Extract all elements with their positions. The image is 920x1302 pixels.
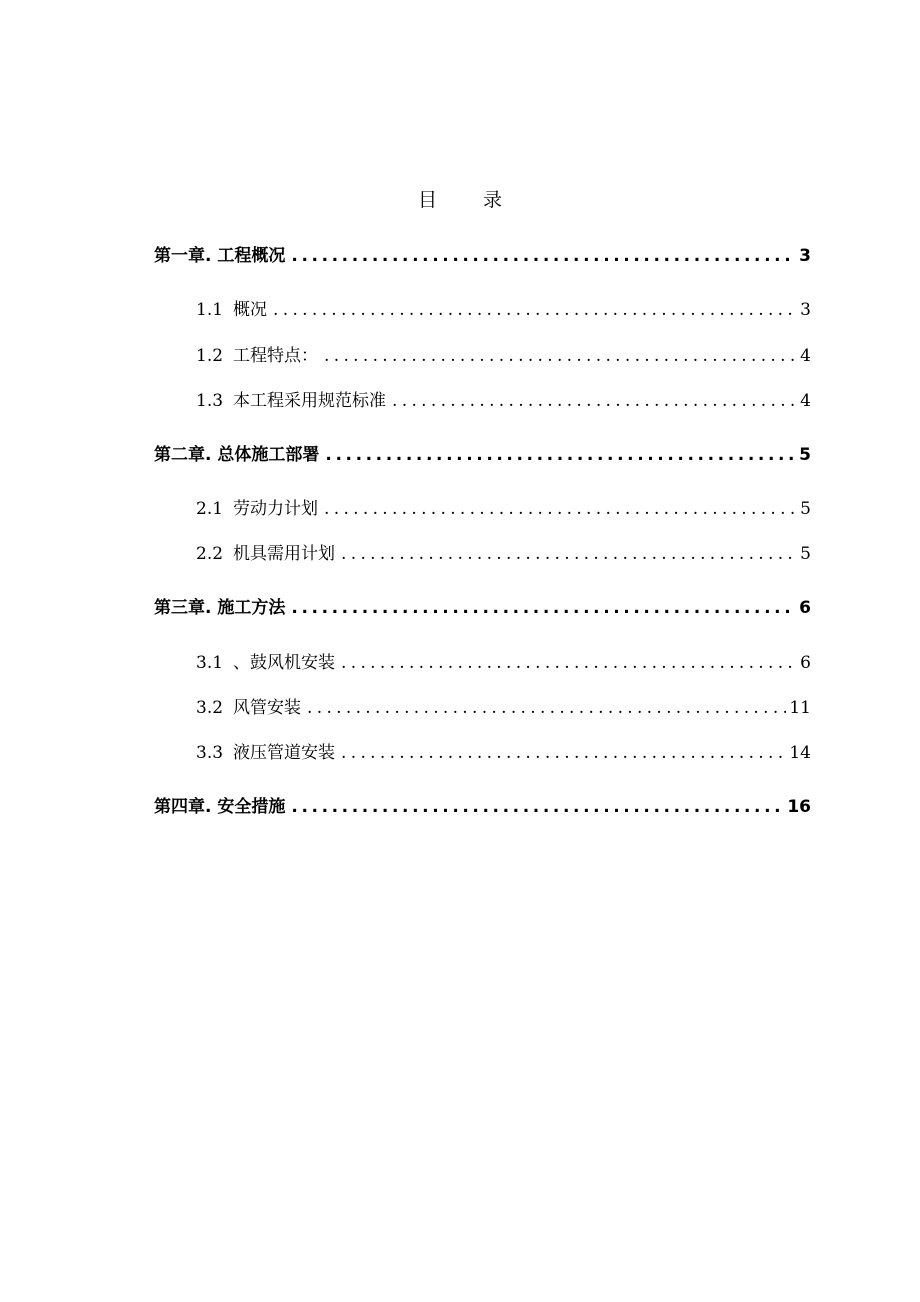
toc-leader-dots (341, 540, 797, 568)
toc-page-number: 5 (799, 445, 811, 465)
toc-entry-section-2-1[interactable] (196, 495, 811, 523)
toc-leader-dots (392, 387, 797, 415)
toc-section-number: 2.2 (196, 544, 224, 564)
toc-entry-section-3-3[interactable] (196, 739, 811, 767)
toc-leader-dots (291, 242, 796, 270)
toc-entry-chapter-3[interactable] (154, 594, 811, 622)
toc-entry-section-2-2[interactable] (196, 540, 811, 568)
toc-section-number: 1.2 (196, 346, 224, 366)
toc-title: 目录 (417, 189, 548, 211)
toc-page-number: 5 (800, 499, 811, 519)
toc-section-number: 3.1 (196, 653, 224, 673)
toc-entry-label: 风管安装 (233, 698, 302, 718)
toc-page-number: 6 (800, 653, 811, 673)
toc-entry-label: 第二章. 总体施工部署 (154, 445, 320, 465)
toc-entry-label: 、鼓风机安装 (233, 653, 336, 673)
toc-leader-dots (307, 694, 786, 722)
toc-leader-dots (325, 441, 796, 469)
toc-entry-chapter-4[interactable] (154, 793, 811, 821)
toc-page-number: 4 (800, 391, 811, 411)
toc-leader-dots (341, 739, 786, 767)
toc-entry-label: 第一章. 工程概况 (154, 246, 286, 266)
toc-page-number: 11 (789, 698, 811, 718)
toc-leader-dots (324, 342, 797, 370)
toc-entry-section-1-1[interactable] (196, 296, 811, 324)
toc-entry-label: 工程特点： (233, 346, 319, 366)
toc-section-number: 1.1 (196, 300, 224, 320)
toc-entry-section-3-1[interactable] (196, 649, 811, 677)
toc-entry-label: 第四章. 安全措施 (154, 797, 286, 817)
toc-section-number: 2.1 (196, 499, 224, 519)
toc-entry-label: 概况 (233, 300, 268, 320)
toc-section-number: 1.3 (196, 391, 224, 411)
toc-leader-dots (341, 649, 797, 677)
toc-page-number: 14 (789, 743, 811, 763)
toc-entry-label: 液压管道安装 (233, 743, 336, 763)
toc-entry-chapter-2[interactable] (154, 441, 811, 469)
toc-entry-section-1-3[interactable] (196, 387, 811, 415)
toc-entry-label: 第三章. 施工方法 (154, 598, 286, 618)
toc-entry-section-3-2[interactable] (196, 694, 811, 722)
toc-entry-label: 机具需用计划 (233, 544, 336, 564)
toc-leader-dots (291, 594, 796, 622)
toc-page-number: 3 (799, 246, 811, 266)
toc-entry-section-1-2[interactable] (196, 342, 811, 370)
toc-page-number: 4 (800, 346, 811, 366)
toc-page-number: 5 (800, 544, 811, 564)
toc-entry-label: 劳动力计划 (233, 499, 319, 519)
toc-page-number: 16 (787, 797, 811, 817)
toc-entry-label: 本工程采用规范标准 (233, 391, 387, 411)
toc-section-number: 3.3 (196, 743, 224, 763)
toc-page-number: 3 (800, 300, 811, 320)
toc-section-number: 3.2 (196, 698, 224, 718)
toc-leader-dots (291, 793, 784, 821)
toc-page-number: 6 (799, 598, 811, 618)
toc-entry-chapter-1[interactable] (154, 242, 811, 270)
toc-leader-dots (324, 495, 797, 523)
toc-leader-dots (273, 296, 797, 324)
